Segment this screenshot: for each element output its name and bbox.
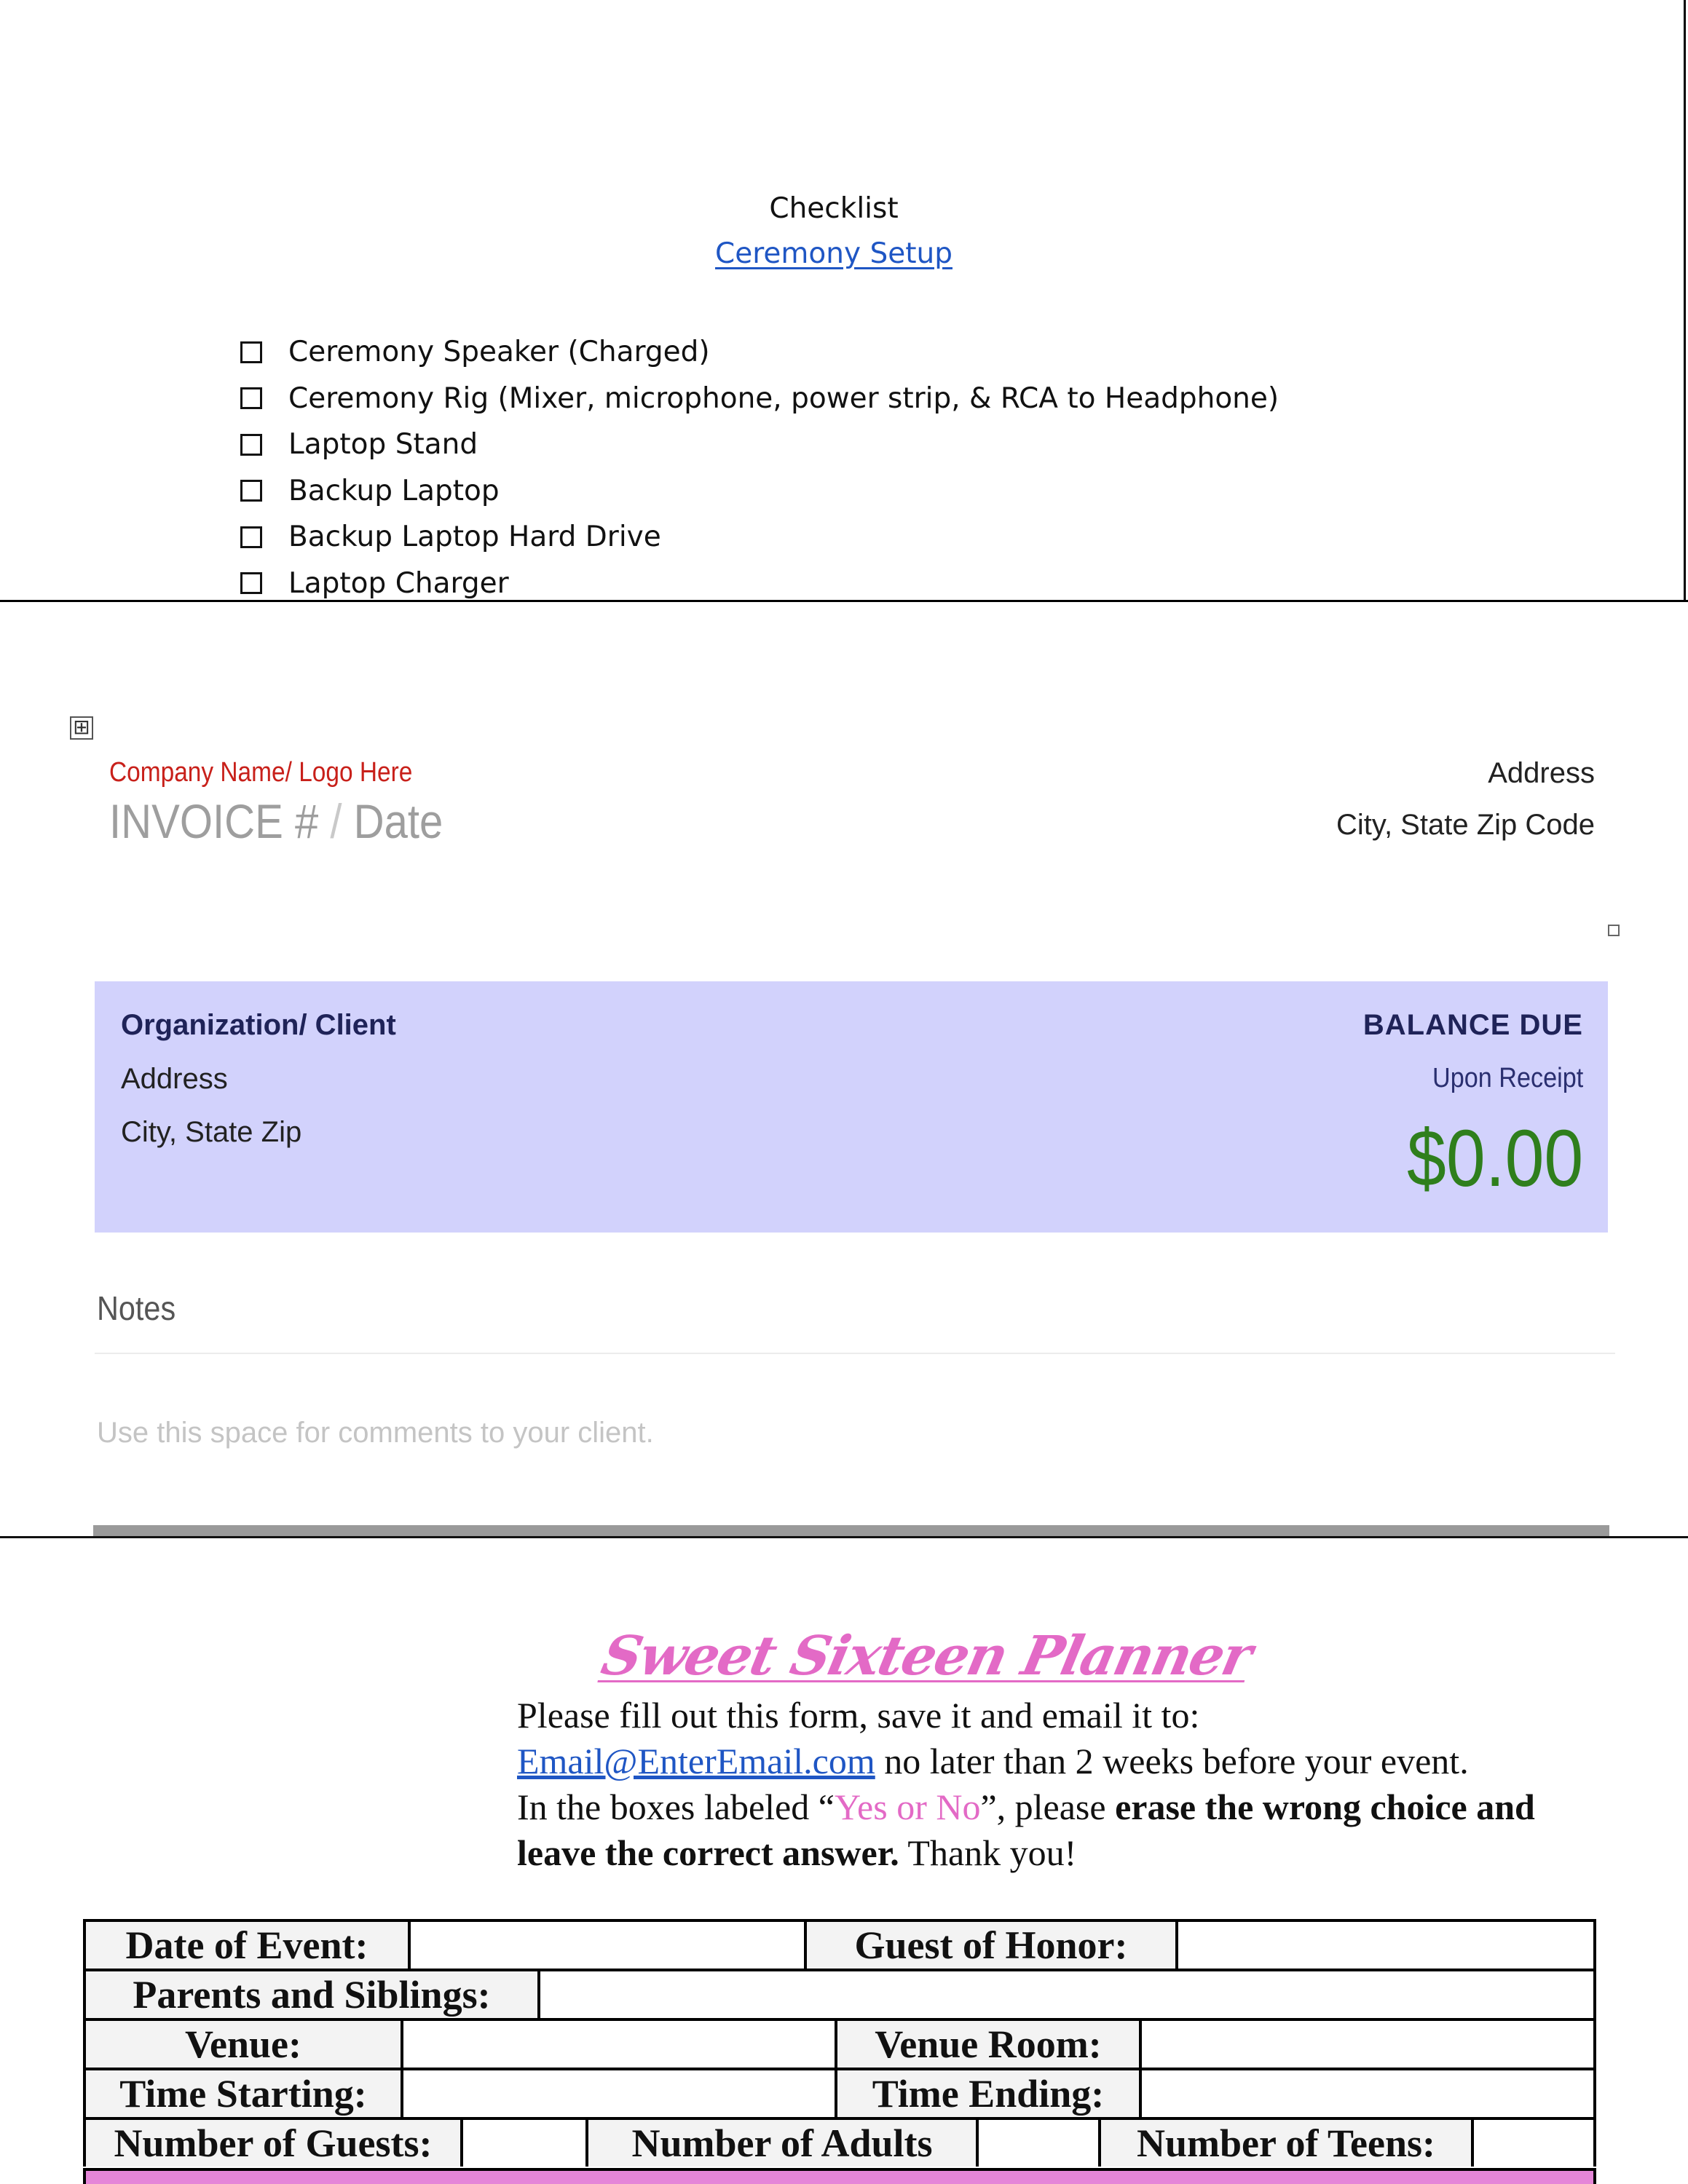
venue-label: Venue: bbox=[86, 2021, 403, 2068]
checkbox[interactable] bbox=[240, 480, 262, 502]
intro-bold-instruction: erase the wrong choice and leave the correct answer. bbox=[517, 1787, 1535, 1873]
form-row bbox=[83, 1969, 1596, 2018]
checklist-item-label: Laptop Charger bbox=[288, 566, 509, 600]
checklist-item-label: Laptop Stand bbox=[288, 428, 478, 462]
invoice-footer-bar bbox=[93, 1525, 1609, 1537]
time-ending-label: Time Ending: bbox=[837, 2070, 1142, 2117]
time-starting-field[interactable] bbox=[403, 2070, 837, 2117]
checkbox[interactable] bbox=[240, 341, 262, 363]
guest-of-honor-field[interactable] bbox=[1178, 1922, 1593, 1969]
number-of-teens-label: Number of Teens: bbox=[1101, 2120, 1474, 2167]
form-row bbox=[83, 2018, 1596, 2068]
checklist-item-label: Ceremony Speaker (Charged) bbox=[288, 336, 710, 369]
date-of-event-field[interactable] bbox=[411, 1922, 807, 1969]
client-address: Address bbox=[121, 1063, 228, 1095]
invoice-number-date bbox=[109, 794, 443, 849]
intro-line-2: no later than 2 weeks before your event. bbox=[875, 1741, 1469, 1781]
checkbox[interactable] bbox=[240, 572, 262, 594]
checklist-section bbox=[0, 0, 1688, 601]
client-city-state-zip: City, State Zip bbox=[121, 1116, 302, 1148]
table-resize-handle-icon[interactable] bbox=[1608, 925, 1620, 936]
planner-title bbox=[596, 1625, 1256, 1688]
client-balance-panel bbox=[95, 981, 1608, 1233]
payment-terms: Upon Receipt bbox=[1432, 1063, 1583, 1093]
planner-instructions bbox=[517, 1693, 1595, 1876]
number-of-teens-field[interactable] bbox=[1474, 2120, 1593, 2167]
checkbox[interactable] bbox=[240, 526, 262, 548]
page-edge-right bbox=[1684, 0, 1686, 601]
form-section-header-row bbox=[83, 2168, 1596, 2184]
checklist-item-label: Backup Laptop bbox=[288, 474, 500, 507]
notes-divider bbox=[95, 1353, 1615, 1354]
venue-room-label: Venue Room: bbox=[837, 2021, 1142, 2068]
notes-heading: Notes bbox=[97, 1289, 176, 1327]
time-ending-field[interactable] bbox=[1142, 2070, 1593, 2117]
intro-thanks: Thank you! bbox=[899, 1832, 1077, 1873]
form-row bbox=[83, 2068, 1596, 2117]
parents-siblings-field[interactable] bbox=[540, 1971, 1593, 2018]
venue-field[interactable] bbox=[403, 2021, 837, 2068]
invoice-slash: / bbox=[330, 794, 342, 848]
section-divider bbox=[0, 1536, 1688, 1538]
checklist-item bbox=[240, 422, 1279, 468]
intro-line-1: Please fill out this form, save it and email it to: bbox=[517, 1695, 1200, 1736]
checklist-item bbox=[240, 376, 1279, 422]
checklist-subtitle-link[interactable] bbox=[0, 237, 1668, 270]
section-divider bbox=[0, 600, 1688, 602]
company-city-state-zip: City, State Zip Code bbox=[1336, 809, 1595, 841]
venue-room-field[interactable] bbox=[1142, 2021, 1593, 2068]
company-address: Address bbox=[1488, 757, 1595, 789]
email-link[interactable]: Email@EnterEmail.com bbox=[517, 1741, 875, 1781]
checklist-list bbox=[240, 329, 1279, 606]
intro-line-3a: In the boxes labeled “ bbox=[517, 1787, 835, 1827]
planner-form-table bbox=[83, 1919, 1596, 2167]
checklist-item bbox=[240, 329, 1279, 376]
checklist-item bbox=[240, 468, 1279, 515]
time-starting-label: Time Starting: bbox=[86, 2070, 403, 2117]
checklist-item bbox=[240, 514, 1279, 561]
checklist-item-label: Backup Laptop Hard Drive bbox=[288, 521, 661, 554]
number-of-guests-field[interactable] bbox=[463, 2120, 588, 2167]
number-of-adults-label: Number of Adults bbox=[588, 2120, 979, 2167]
invoice-number-label: INVOICE # bbox=[109, 794, 331, 848]
checkbox[interactable] bbox=[240, 387, 262, 409]
notes-placeholder[interactable]: Use this space for comments to your client. bbox=[97, 1417, 654, 1449]
date-of-event-label: Date of Event: bbox=[86, 1922, 411, 1969]
yes-or-no-text: Yes or No bbox=[834, 1787, 981, 1827]
company-name: Company Name/ Logo Here bbox=[109, 757, 413, 788]
form-row bbox=[83, 1919, 1596, 1969]
planner-title-text: Sweet Sixteen Planner bbox=[596, 1625, 1257, 1688]
checklist-title: Checklist bbox=[769, 192, 899, 225]
guest-of-honor-label: Guest of Honor: bbox=[807, 1922, 1178, 1969]
form-row bbox=[83, 2117, 1596, 2167]
intro-line-3b: ”, please bbox=[980, 1787, 1116, 1827]
checklist-item-label: Ceremony Rig (Mixer, microphone, power strip, & RCA to Headphone) bbox=[288, 381, 1279, 415]
checkbox[interactable] bbox=[240, 434, 262, 456]
checklist-subtitle-text[interactable]: Ceremony Setup bbox=[715, 237, 953, 270]
invoice-date-label: Date bbox=[342, 794, 443, 848]
parents-siblings-label: Parents and Siblings: bbox=[86, 1971, 540, 2018]
balance-due-label: BALANCE DUE bbox=[1362, 1009, 1583, 1041]
client-name: Organization/ Client bbox=[121, 1009, 396, 1041]
number-of-guests-label: Number of Guests: bbox=[86, 2120, 463, 2167]
table-move-handle-icon[interactable]: ⊞ bbox=[70, 716, 93, 740]
number-of-adults-field[interactable] bbox=[979, 2120, 1101, 2167]
balance-amount: $0.00 bbox=[1406, 1114, 1583, 1203]
